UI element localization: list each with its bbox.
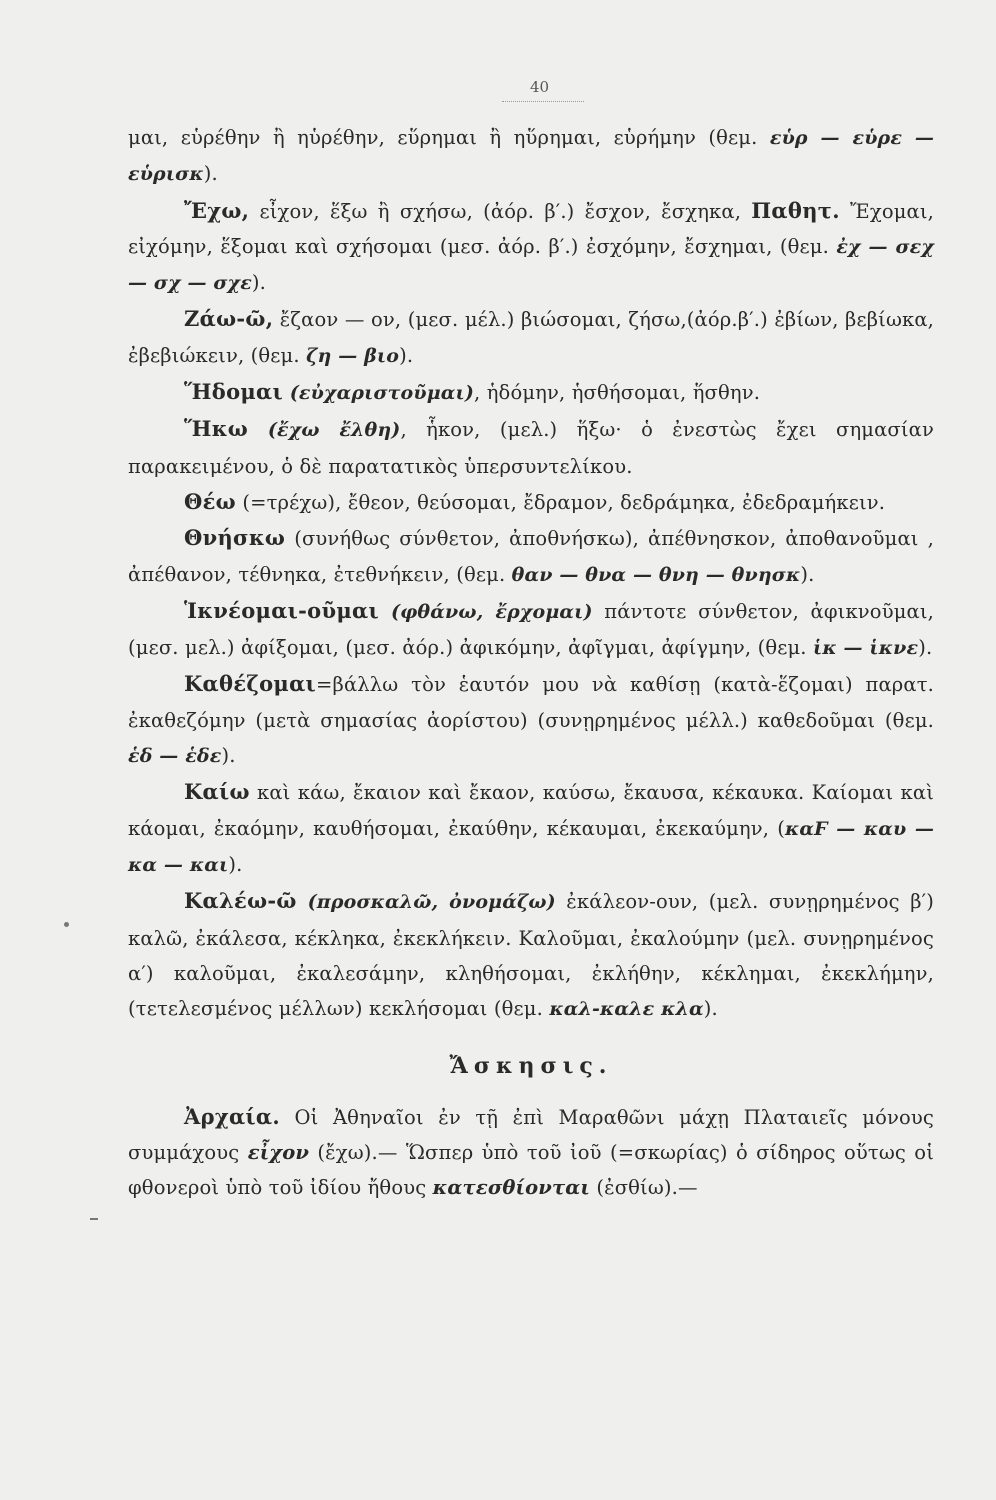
headword: Ἔχω, [184,197,250,223]
margin-dot [64,922,69,927]
continuation-paragraph [128,120,934,193]
headword: Ἥκω [184,416,249,442]
verb-entry [128,666,934,774]
italic-note: (εὐχαριστοῦμαι) [282,382,475,405]
emphasized-verb: εἶχον [247,1141,310,1165]
page-number-rule [502,101,584,102]
body-text: ). [251,271,267,295]
body-text: , ἧκον, (μελ.) ἥξω· ὁ ἐνεστὼς ἔχει σημασίαν παρακειμένου, ὁ δὲ παρατατικὸς ὑπερσυντελίκου. [128,418,934,478]
body-text: (ἐσθίω).— [589,1176,698,1200]
body-text: (συνήθως σύνθετον, ἀποθνήσκω), ἀπέθνησκον, ἀποθανοῦμαι , ἀπέθανον, τέθνηκα, ἐτεθνήκειν, (θεμ. [128,527,934,586]
italic-note: (ἔχω ἔλθη) [248,419,401,442]
headword: Παθητ. [751,197,840,223]
verb-entry [128,593,934,667]
verb-entry [128,411,934,484]
italic-note: (φθάνω, ἔρχομαι) [378,600,593,623]
body-text: , ἡδόμην, ἡσθήσομαι, ἥσθην. [474,381,761,405]
italic-note: ἑδ — ἑδε [128,745,222,768]
headword: Ζάω-ῶ, [184,306,274,332]
italic-note: θαν — θνα — θνη — θνησκ [511,563,801,586]
italic-note: (προσκαλῶ, ὀνομάζω) [296,891,556,914]
headword: Ἥδομαι [184,379,283,405]
emphasized-verb: κατεσθίονται [432,1176,590,1200]
body-text: πάντοτε σύνθετον, ἀφικνοῦμαι, (μεσ. μελ.) ἀφίξομαι, (μεσ. ἀόρ.) ἀφικόμην, ἀφῖγμαι, ἀφίγμην, (θεμ. [128,599,934,660]
italic-note: καλ-καλε κλα [549,998,704,1021]
verb-entry [128,193,934,302]
body-text: εἶχον, ἕξω ἢ σχήσω, (ἀόρ. β′.) ἔσχον, ἔσχηκα, [249,199,752,223]
verb-entry [128,484,934,520]
italic-note: ζη — βιο [306,344,400,367]
body-text: καὶ κάω, ἔκαιον καὶ ἔκαον, καύσω, ἔκαυσα, κέκαυκα. Καίομαι καὶ κάομαι, ἐκαόμην, καυθήσομαι, ἐκαύθην, κέκαυμαι, ἐκεκαύμην, ( [128,781,934,840]
headword: Καίω [184,779,250,805]
page-number: 40 [530,78,550,96]
headword: Θέω [184,488,236,514]
body-text: ). [228,852,243,876]
body-text: ἐκάλεον-ουν, (μελ. συνῃρημένος β′) καλῶ, ἐκάλεσα, κέκληκα, ἐκεκλήκειν. Καλοῦμαι, ἐκαλούμην (μελ. συνῃρημένος α′) καλοῦμαι, ἐκαλεσάμην, κληθήσομαι, ἐκλήθην, κέκλημαι, ἐκεκλήμην, (τετελεσμένος μέλλων) κεκλήσομαι (θεμ. [128,890,934,1021]
italic-note: ἐχ — σεχ — σχ — σχε [128,235,934,295]
italic-note: εὑρ — εὑρε — εὑρισκ [128,127,934,186]
italic-note: ἱκ — ἱκνε [813,637,919,660]
body-text: (ἔχω).— Ὥσπερ ὑπὸ τοῦ ἰοῦ (=σκωρίας) ὁ σίδηρος οὕτως οἱ φθονεροὶ ὑπὸ τοῦ ἰδίου ἤθους [128,1141,934,1200]
verb-entry [128,520,934,593]
body-text: ἔζαον — ον, (μεσ. μέλ.) βιώσομαι, ζήσω,(ἀόρ.β′.) ἐβίων, βεβίωκα, ἐβεβιώκειν, (θεμ. [128,308,934,367]
body-text: μαι, εὑρέθην ἢ ηὑρέθην, εὕρημαι ἢ ηὕρημαι, εὑρήμην (θεμ. [128,126,770,149]
verb-entries [128,120,934,1027]
body-text: ). [800,562,815,586]
body-text: ). [399,343,414,367]
body-text: Ἔχομαι, εἰχόμην, ἕξομαι καὶ σχήσομαι (μεσ. ἀόρ. β′.) ἐσχόμην, ἔσχημαι, (θεμ. [128,199,934,258]
verb-entry [128,883,934,1027]
italic-note: καϜ — καυ — κα — και [128,817,935,876]
margin-dash [90,1218,98,1220]
headword: Καθέζομαι [184,671,317,697]
section-title: Ἄσκησις. [449,1053,613,1080]
headword: Ἀρχαία. [184,1103,280,1129]
exercise-paragraph [128,1099,934,1206]
headword: Καλέω-ῶ [184,888,297,914]
body-text: =βάλλω τὸν ἑαυτόν μου νὰ καθίσῃ (κατὰ-ἕζομαι) παρατ. ἐκαθεζόμην (μετὰ σημασίας ἀορίστου) (συνῃρημένος μέλλ.) καθεδοῦμαι (θεμ. [128,673,934,732]
headword: Ἱκνέομαι-οῦμαι [184,597,379,623]
body-text: Οἱ Ἀθηναῖοι ἐν τῇ ἐπὶ Μαραθῶνι μάχῃ Πλαταιεῖς μόνους συμμάχους [128,1105,934,1165]
body-text: ). [703,997,718,1021]
body-text: (=τρέχω), ἔθεον, θεύσομαι, ἔδραμον, δεδράμηκα, ἐδεδραμήκειν. [235,490,886,514]
verb-entry [128,301,934,374]
body-text: ). [918,636,933,660]
body-text: ). [203,162,218,186]
verb-entry [128,774,934,883]
headword: Θνήσκω [184,525,286,551]
page-body [128,120,934,1206]
body-text: ). [221,744,236,768]
verb-entry [128,374,934,411]
